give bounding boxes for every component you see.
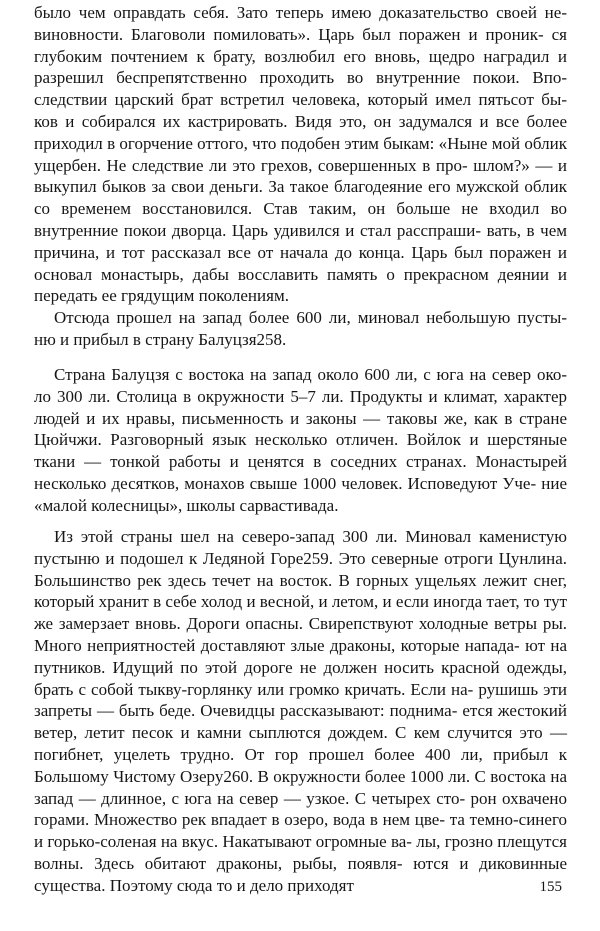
text-line: ние «малой колесницы», школы сарвастивада. [34,473,567,515]
text-line: ло 300 ли. Столица в окружности 5–7 ли. Продукты и климат, характер [34,386,567,406]
text-line: С востока на запад — длинное, с юга на север — узкое. С четырех сто- [34,766,568,808]
text-line: вать, в чем причина, и тот рассказал все от начала до конца. Царь был [34,220,567,262]
text-line: виновности. Благоволи помиловать». Царь был поражен и проник- [34,24,544,44]
text-line: Из этой страны шел на северо-запад 300 ли. Миновал каменистую [54,527,567,546]
text-line: одежды, брать с собой тыкву-горлянку или громко кричать. Если на- [34,657,568,699]
text-line: ткани — тонкой работы и ценятся в соседних странах. Монастырей [34,452,567,472]
text-line: рон охвачено горами. Множество рек впадает в озеро, вода в нем цве- [34,788,567,830]
text-line: деянии и передать ее грядущим поколениям. [34,264,568,306]
text-line: ся глубоким почтением к брату, возлюбил его вновь, щедро наградил [34,24,567,66]
text-line: ню и прибыл в страну Балуцзя258. [34,329,287,349]
text-line: несколько десятков, монахов свыше 1000 человек. Исповедуют Уче- [34,473,537,493]
text-line: поражен и основал монастырь, дабы восславить память о прекрасном [34,242,567,284]
text-line: облик ущербен. Не следствие ли это грехов, совершенных в про- [34,133,567,175]
text-line: который хранит в себе холод и весной, и летом, и если иногда тает, то [34,592,540,612]
text-block-baluka-country [34,364,567,517]
text-line: людей и их нравы, письменность и законы — таковы же, как в стране [34,408,567,428]
text-line: мужской облик со временем восстановился. Став таким, он больше не [34,177,567,219]
text-line: ков и собирался их кастрировать. Видя это, он задумался и все более [34,111,567,131]
text-line: входил во внутренние покои дворца. Царь удивился и стал расспраши- [34,199,567,240]
text-line: тут же замерзает вновь. Дороги опасны. Свирепствуют холодные ветры [34,592,567,634]
page-number: 155 [539,879,562,895]
text-line: прибыл к Большому Чистому Озеру260. В окружности более 1000 ли. [34,744,568,786]
paragraph-ice-mountain [34,526,567,897]
text-line: ют на путников. Идущий по этой дороге не должен носить красной [34,635,567,677]
paragraph-travel-baluka [34,307,567,351]
text-line: и разрешил беспрепятственно проходить во внутренние покои. Впо- [34,46,567,88]
text-line: было чем оправдать себя. Зато теперь имею доказательство своей не- [34,3,567,22]
text-line: рушишь эти запреты — быть беде. Очевидцы рассказывают: поднима- [34,679,567,721]
paragraph-palace-story [34,2,567,307]
text-line: ются и диковинные существа. Поэтому сюда то и дело приходят [34,853,568,895]
text-block-ice-mountain [34,526,567,897]
text-line: Отсюда прошел на запад более 600 ли, миновал небольшую пусты- [54,308,567,328]
text-line: Цюйчжи. Разговорный язык несколько отличен. Войлок и шерстяные [34,430,567,450]
text-line: следствии царский брат встретил человека, который имел пятьсот бы- [34,90,567,110]
text-line: приходил в огорчение оттого, что подобен этим быкам: «Ныне мой [34,133,521,153]
text-line: ры. Много неприятностей доставляют злые драконы, которые напада- [34,614,568,655]
text-line: пустыню и подошел к Ледяной Горе259. Это северные отроги Цунлина. [34,548,567,568]
text-line: Страна Балуцзя с востока на запад около 600 ли, с юга на север око- [54,365,567,384]
paragraph-baluka-description [34,364,567,517]
text-line: шлом?» — и выкупил быков за свои деньги. За такое благодеяние его [34,155,567,197]
text-line: случится это — погибнет, уцелеть трудно. От гор прошел более 400 ли, [34,723,567,764]
text-line: лы, грозно плещутся волны. Здесь обитают драконы, рыбы, появля- [34,832,567,873]
text-block-palace-story [34,2,567,351]
text-line: Большинство рек здесь течет на восток. В горных ущельях лежит снег, [34,570,567,590]
text-line: ется жестокий ветер, летит песок и камни сыплются дождем. С кем [34,701,567,743]
text-line: та темно-синего и горько-соленая на вкус. Накатывают огромные ва- [34,810,568,852]
